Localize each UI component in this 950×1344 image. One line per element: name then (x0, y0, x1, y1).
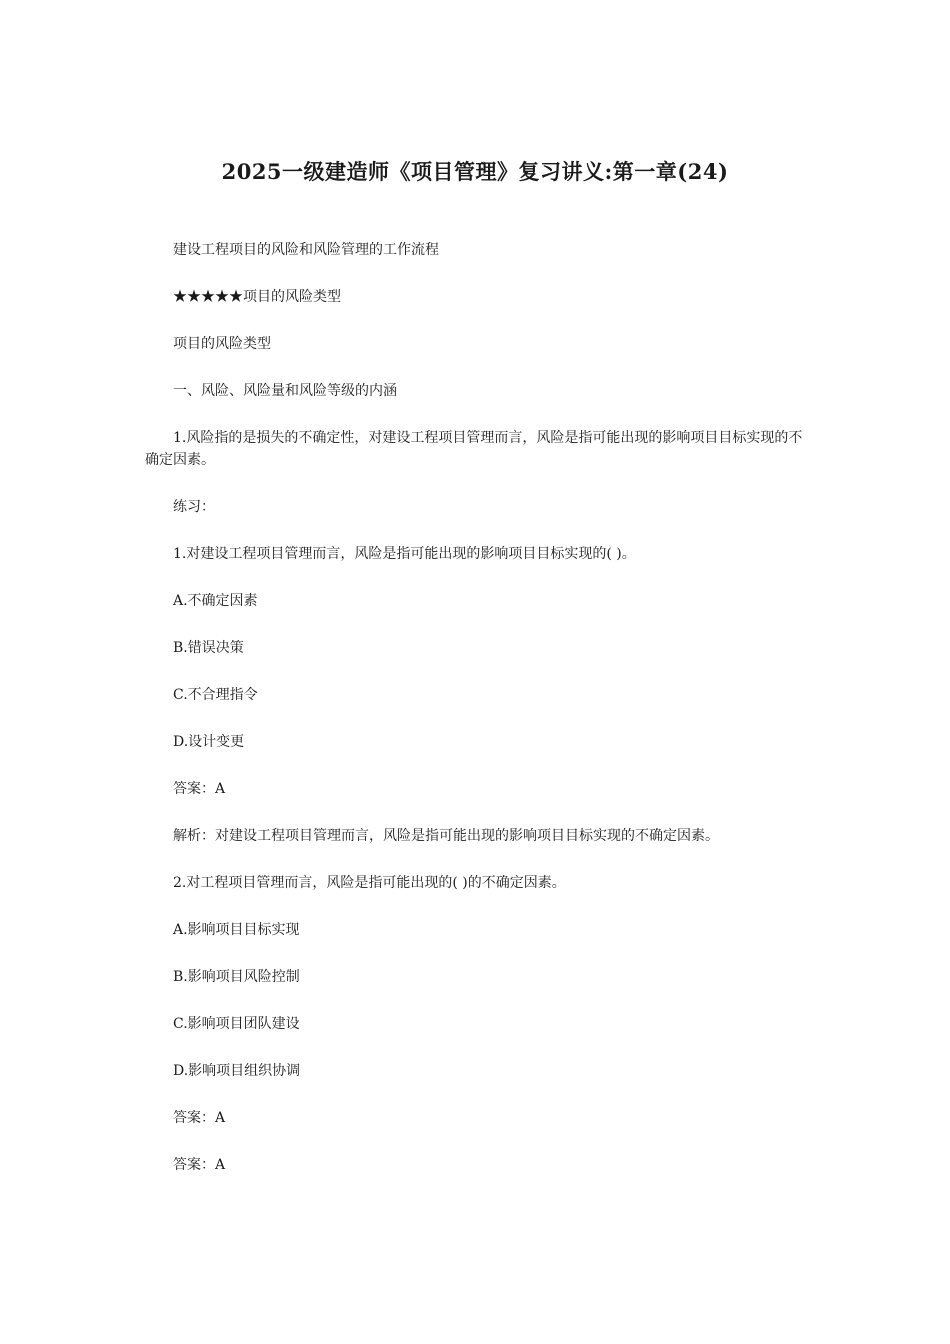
subsection-heading: 一、风险、风险量和风险等级的内涵 (173, 383, 397, 399)
question-1-option-a: A.不确定因素 (173, 593, 258, 609)
question-1-option-b: B.错误决策 (173, 640, 244, 656)
question-2-option-d: D.影响项目组织协调 (173, 1063, 301, 1079)
question-1: 1.对建设工程项目管理而言，风险是指可能出现的影响项目目标实现的( )。 (173, 546, 636, 562)
definition-paragraph: 1.风险指的是损失的不确定性，对建设工程项目管理而言，风险是指可能出现的影响项目目标实现的不确定因素。 (145, 430, 803, 468)
question-2-option-c: C.影响项目团队建设 (173, 1016, 300, 1032)
question-1-option-d: D.设计变更 (173, 734, 245, 750)
document-body (145, 239, 805, 1201)
question-2-option-b: B.影响项目风险控制 (173, 969, 300, 985)
question-2: 2.对工程项目管理而言，风险是指可能出现的( )的不确定因素。 (173, 875, 566, 891)
exercise-label: 练习： (173, 499, 215, 515)
question-1-explanation: 解析：对建设工程项目管理而言，风险是指可能出现的影响项目目标实现的不确定因素。 (173, 828, 719, 844)
question-2-answer-repeat: 答案：A (173, 1157, 226, 1173)
question-2-answer: 答案：A (173, 1110, 226, 1126)
question-1-answer: 答案：A (173, 781, 226, 797)
star-rated-topic: ★★★★★项目的风险类型 (173, 289, 341, 305)
section-heading: 建设工程项目的风险和风险管理的工作流程 (173, 242, 439, 258)
question-1-option-c: C.不合理指令 (173, 687, 258, 703)
question-2-option-a: A.影响项目目标实现 (173, 922, 300, 938)
document-title: 2025一级建造师《项目管理》复习讲义:第一章(24) (221, 159, 729, 184)
topic-heading: 项目的风险类型 (173, 336, 271, 352)
